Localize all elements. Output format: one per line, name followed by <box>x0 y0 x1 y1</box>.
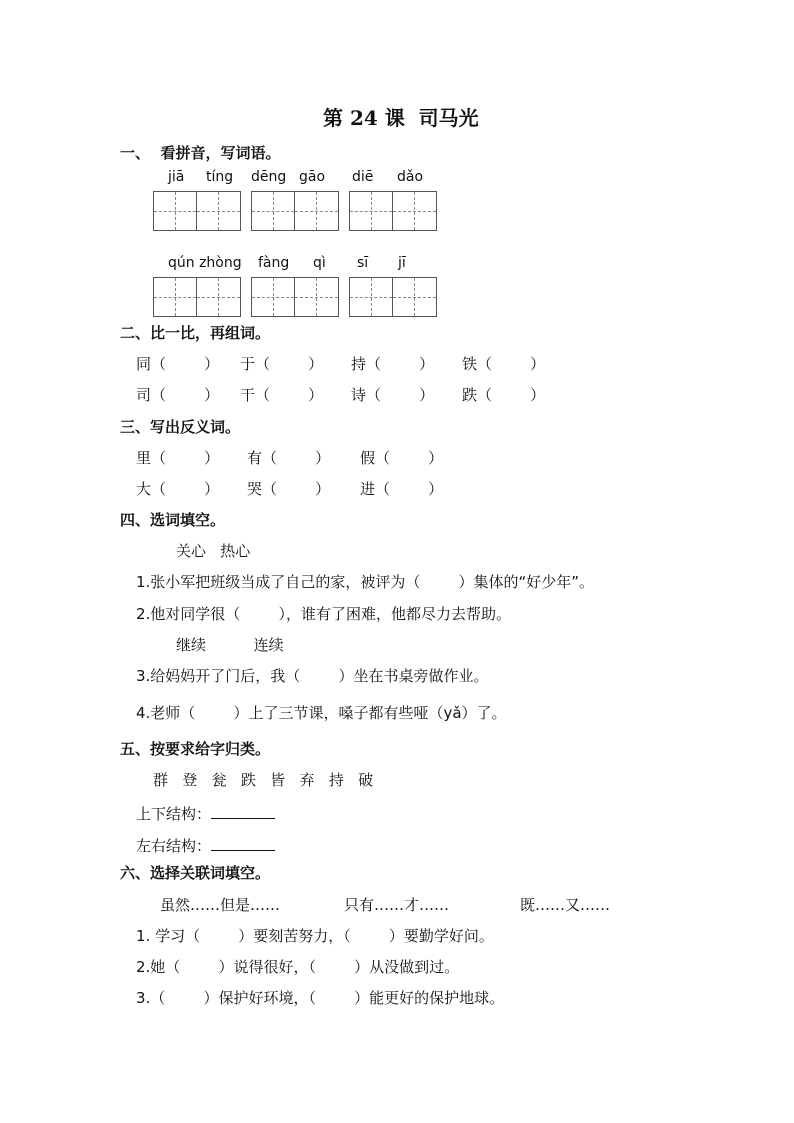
writing-cell[interactable] <box>349 191 393 231</box>
writing-grid[interactable] <box>251 191 339 231</box>
conjunction-option: 只有……才…… <box>344 896 450 914</box>
writing-grid[interactable] <box>153 191 241 231</box>
question: 3.给妈妈开了门后，我（ ）坐在书桌旁做作业。 <box>136 667 489 685</box>
section-4-heading: 四、选词填空。 <box>120 511 226 529</box>
pinyin: qún zhòng <box>168 255 242 271</box>
compare-item: 持（ ） <box>351 355 435 373</box>
pinyin: qì <box>313 255 326 271</box>
section-5-heading: 五、按要求给字归类。 <box>120 740 271 758</box>
pinyin: dēng <box>251 169 287 185</box>
pinyin: jiā <box>168 169 185 185</box>
compare-item: 诗（ ） <box>351 386 435 404</box>
compare-item: 干（ ） <box>240 386 324 404</box>
answer-blank[interactable] <box>211 804 275 819</box>
writing-grid[interactable] <box>349 191 437 231</box>
question: 1. 学习（ ）要刻苦努力，（ ）要勤学好问。 <box>136 927 494 945</box>
writing-cell[interactable] <box>153 191 197 231</box>
question: 1.张小军把班级当成了自己的家，被评为（ ）集体的“好少年”。 <box>136 573 595 591</box>
writing-cell[interactable] <box>393 191 437 231</box>
word-options: 继续 连续 <box>176 636 284 654</box>
pinyin: tíng <box>206 169 234 185</box>
question: 2.她（ ）说得很好，（ ）从没做到过。 <box>136 958 460 976</box>
classify-row <box>136 836 275 854</box>
compare-item: 铁（ ） <box>462 355 546 373</box>
section-6-heading: 六、选择关联词填空。 <box>120 864 271 882</box>
question: 2.他对同学很（ ），谁有了困难，他都尽力去帮助。 <box>136 605 511 623</box>
writing-cell[interactable] <box>251 191 295 231</box>
writing-cell[interactable] <box>197 191 241 231</box>
classify-row <box>136 804 275 822</box>
page-title: 第 24 课 司马光 <box>323 106 479 130</box>
pinyin: jī <box>398 255 406 271</box>
compare-item: 同（ ） <box>136 355 220 373</box>
writing-grid[interactable] <box>153 277 241 317</box>
question: 4.老师（ ）上了三节课，嗓子都有些哑（yǎ）了。 <box>136 704 507 722</box>
writing-cell[interactable] <box>153 277 197 317</box>
compare-item: 司（ ） <box>136 386 220 404</box>
section-1-heading: 一、 看拼音，写词语。 <box>120 144 281 162</box>
antonym-item: 里（ ） <box>136 449 220 467</box>
antonym-item: 有（ ） <box>247 449 331 467</box>
compare-item: 于（ ） <box>240 355 324 373</box>
answer-blank[interactable] <box>211 836 275 851</box>
conjunction-option: 既……又…… <box>520 896 611 914</box>
writing-cell[interactable] <box>393 277 437 317</box>
conjunction-option: 虽然……但是…… <box>160 896 281 914</box>
antonym-item: 哭（ ） <box>247 480 331 498</box>
pinyin: sī <box>357 255 369 271</box>
writing-cell[interactable] <box>251 277 295 317</box>
writing-cell[interactable] <box>295 191 339 231</box>
writing-cell[interactable] <box>197 277 241 317</box>
question: 3.（ ）保护好环境，（ ）能更好的保护地球。 <box>136 989 505 1007</box>
compare-item: 跌（ ） <box>462 386 546 404</box>
classify-label: 上下结构： <box>136 805 212 823</box>
writing-cell[interactable] <box>295 277 339 317</box>
section-2-heading: 二、比一比，再组词。 <box>120 324 271 342</box>
character-list: 群 登 瓮 跌 皆 弃 持 破 <box>153 771 374 789</box>
writing-grid[interactable] <box>349 277 437 317</box>
pinyin: diē <box>352 169 374 185</box>
pinyin: fàng <box>258 255 290 271</box>
writing-cell[interactable] <box>349 277 393 317</box>
antonym-item: 假（ ） <box>360 449 444 467</box>
antonym-item: 进（ ） <box>360 480 444 498</box>
writing-grid[interactable] <box>251 277 339 317</box>
pinyin: dǎo <box>397 169 424 185</box>
antonym-item: 大（ ） <box>136 480 220 498</box>
section-3-heading: 三、写出反义词。 <box>120 418 241 436</box>
pinyin: gāo <box>299 169 326 185</box>
classify-label: 左右结构： <box>136 837 212 855</box>
word-options: 关心 热心 <box>176 542 251 560</box>
